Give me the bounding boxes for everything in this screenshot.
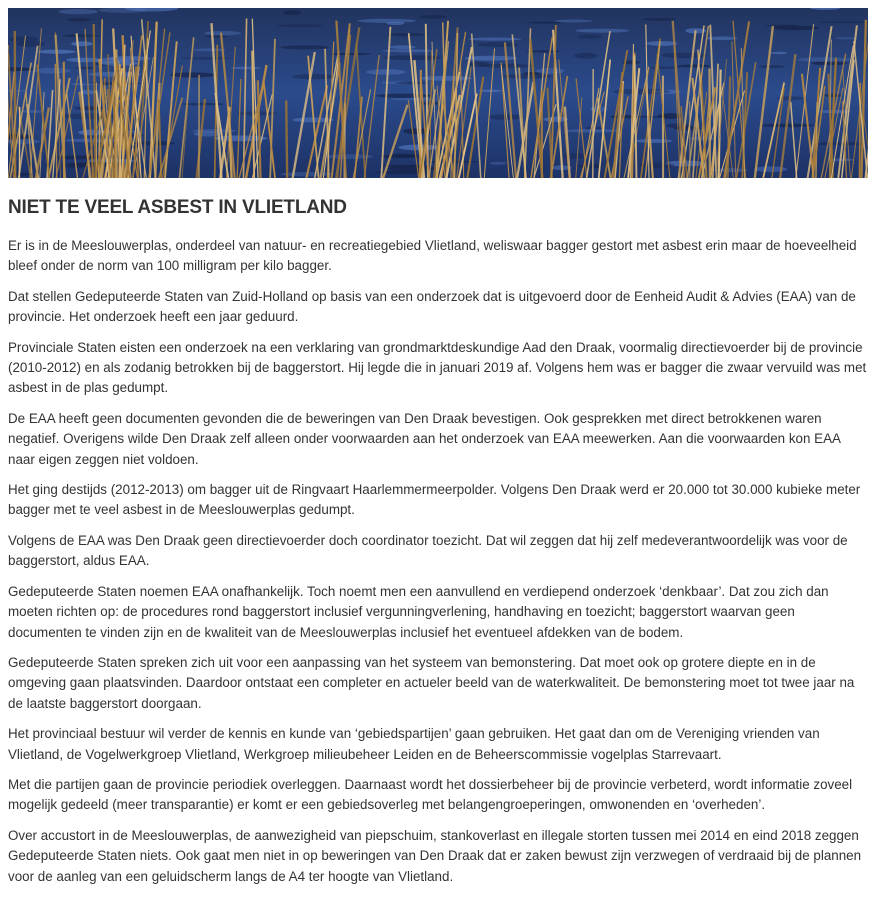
paragraph: Provinciale Staten eisten een onderzoek na een verklaring van grondmarktdeskundige Aad den Draak, voormalig directievoerder bij de provincie (2010-2012) en als zodanig betrokken bij de baggerstort. Hij legde die in januari 2019 af. Volgens hem was er bagger die zwaar vervuild was met asbest in de plas gedumpt. <box>8 339 867 396</box>
paragraph: Gedeputeerde Staten noemen EAA onafhankelijk. Toch noemt men een aanvullend en verdiepend onderzoek ‘denkbaar’. Dat zou zich dan moeten richten op: de procedures rond baggerstort inclusief vergunningverlening, handhaving en toezicht; baggerstort waarvan geen documenten te vinden zijn en de kwaliteit van de Meeslouwerplas inclusief het eventueel afdekken van de bodem. <box>8 583 829 640</box>
article-body <box>8 236 868 887</box>
hero-image <box>8 8 868 178</box>
paragraph: Over accustort in de Meeslouwerplas, de aanwezigheid van piepschuim, stankoverlast en illegale storten tussen mei 2014 en eind 2018 zeggen Gedeputeerde Staten niets. Ook gaat men niet in op beweringen van Den Draak dat er zaken bewust zijn verzwegen of verdraaid bij de plannen voor de aanleg van een geluidscherm langs de A4 ter hoogte van Vlietland. <box>8 827 862 884</box>
paragraph: Het provinciaal bestuur wil verder de kennis en kunde van ‘gebiedspartijen’ gaan gebruiken. Het gaat dan om de Vereniging vrienden van Vlietland, de Vogelwerkgroep Vlietland, Werkgroep milieubeheer Leiden en de Beheerscommissie vogelplas Starrevaart. <box>8 726 820 762</box>
paragraph: Volgens de EAA was Den Draak geen directievoerder doch coordinator toezicht. Dat wil zeggen dat hij zelf medeverantwoordelijk was voor de baggerstort, aldus EAA. <box>8 532 848 569</box>
paragraph: Het ging destijds (2012-2013) om bagger uit de Ringvaart Haarlemmermeerpolder. Volgens Den Draak werd er 20.000 tot 30.000 kubieke meter bagger met te veel asbest in de Meeslouwerplas gedumpt. <box>8 482 861 518</box>
paragraph: Gedeputeerde Staten spreken zich uit voor een aanpassing van het systeem van bemonstering. Dat moet ook op grotere diepte en in de omgeving gaan plaatsvinden. Daardoor ontstaat een completer en actueler beeld van de waterkwaliteit. De bemonstering moet tot twee jaar na de laatste baggerstort doorgaan. <box>8 654 855 711</box>
paragraph: Er is in de Meeslouwerplas, onderdeel van natuur- en recreatiegebied Vlietland, weliswaar bagger gestort met asbest erin maar de hoeveelheid bleef onder de norm van 100 milligram per kilo bagger. <box>8 238 857 274</box>
paragraph: De EAA heeft geen documenten gevonden die de beweringen van Den Draak bevestigen. Ook gesprekken met direct betrokkenen waren negatief. Overigens wilde Den Draak zelf alleen onder voorwaarden aan het onderzoek van EAA meewerken. Aan die voorwaarden kon EAA naar eigen zeggen niet voldoen. <box>8 410 841 467</box>
paragraph: Dat stellen Gedeputeerde Staten van Zuid-Holland op basis van een onderzoek dat is uitgevoerd door de Eenheid Audit & Advies (EAA) van de provincie. Het onderzoek heeft een jaar geduurd. <box>8 288 856 325</box>
paragraph: Met die partijen gaan de provincie periodiek overleggen. Daarnaast wordt het dossierbeheer bij de provincie verbeterd, wordt informatie zoveel mogelijk gedeeld (meer transparantie) er komt er een gebiedsoverleg met belangengroeperingen, omwonenden en ‘overheden’. <box>8 776 853 813</box>
article <box>8 8 868 897</box>
reeds-water-photo <box>8 8 868 178</box>
article-title: NIET TE VEEL ASBEST IN VLIETLAND <box>8 197 347 218</box>
